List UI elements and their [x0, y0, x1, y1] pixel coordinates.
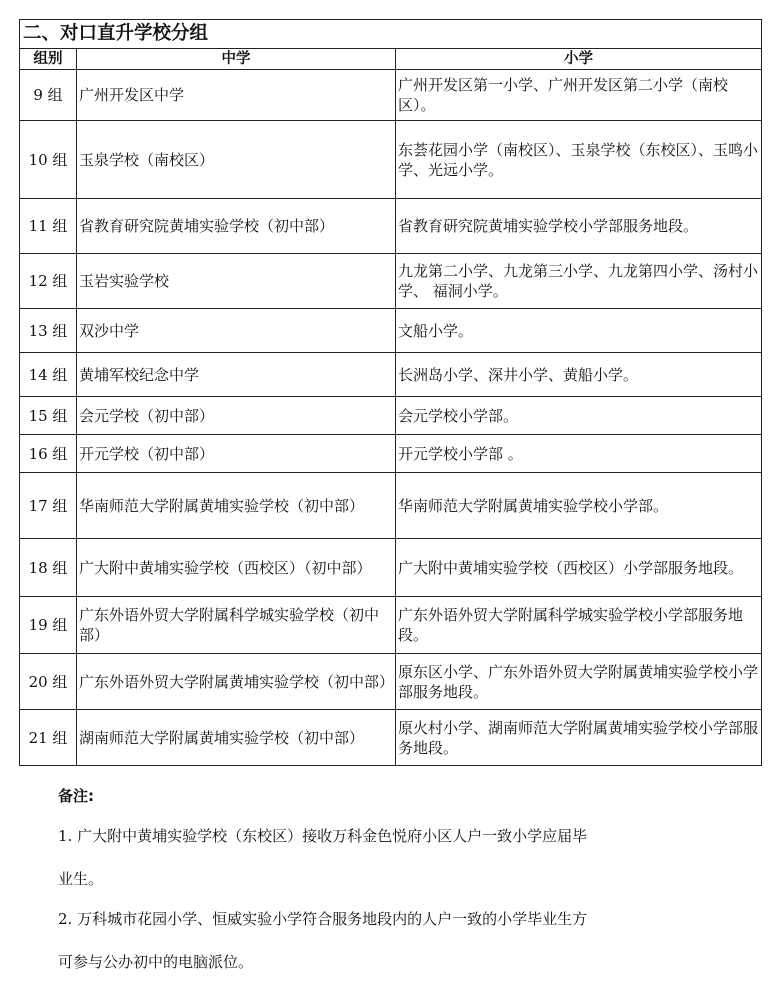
middle-school-cell: 华南师范大学附属黄埔实验学校（初中部）: [77, 473, 396, 539]
middle-school-cell: 玉岩实验学校: [77, 254, 396, 309]
middle-school-cell: 开元学校（初中部）: [77, 435, 396, 473]
primary-school-cell: 广大附中黄埔实验学校（西校区）小学部服务地段。: [396, 539, 762, 597]
table-row: [20, 397, 762, 435]
header-middle-school: 中学: [77, 49, 396, 70]
primary-school-cell: 九龙第二小学、九龙第三小学、九龙第四小学、汤村小学、 福洞小学。: [396, 254, 762, 309]
group-cell: 20 组: [20, 654, 77, 710]
group-cell: 21 组: [20, 710, 77, 766]
note-text-line: 2. 万科城市花园小学、恒威实验小学符合服务地段内的人户一致的小学毕业生方: [58, 910, 588, 928]
middle-school-cell: 广大附中黄埔实验学校（西校区）（初中部）: [77, 539, 396, 597]
primary-school-cell: 开元学校小学部 。: [396, 435, 762, 473]
table-row: [20, 121, 762, 199]
middle-school-cell: 广东外语外贸大学附属黄埔实验学校（初中部）: [77, 654, 396, 710]
school-grouping-table: [19, 19, 762, 766]
table-row: [20, 309, 762, 353]
note-text-line: 业生。: [58, 870, 104, 888]
middle-school-cell: 广州开发区中学: [77, 70, 396, 121]
group-cell: 14 组: [20, 353, 77, 397]
middle-school-cell: 湖南师范大学附属黄埔实验学校（初中部）: [77, 710, 396, 766]
primary-school-cell: 原火村小学、湖南师范大学附属黄埔实验学校小学部服务地段。: [396, 710, 762, 766]
table-row: [20, 710, 762, 766]
table-row: [20, 473, 762, 539]
note-text-line: 1. 广大附中黄埔实验学校（东校区）接收万科金色悦府小区人户一致小学应届毕: [58, 827, 588, 845]
middle-school-cell: 玉泉学校（南校区）: [77, 121, 396, 199]
group-cell: 17 组: [20, 473, 77, 539]
table-row: [20, 597, 762, 654]
group-cell: 18 组: [20, 539, 77, 597]
group-cell: 13 组: [20, 309, 77, 353]
section-title: 二、对口直升学校分组: [20, 20, 762, 49]
primary-school-cell: 东荟花园小学（南校区）、玉泉学校（东校区）、玉鸣小学、光远小学。: [396, 121, 762, 199]
table-row: [20, 70, 762, 121]
header-group: 组别: [20, 49, 77, 70]
notes-title: 备注:: [58, 787, 94, 805]
group-cell: 16 组: [20, 435, 77, 473]
group-cell: 19 组: [20, 597, 77, 654]
primary-school-cell: 华南师范大学附属黄埔实验学校小学部。: [396, 473, 762, 539]
primary-school-cell: 文船小学。: [396, 309, 762, 353]
middle-school-cell: 广东外语外贸大学附属科学城实验学校（初中部）: [77, 597, 396, 654]
table-row: [20, 353, 762, 397]
table-row: [20, 435, 762, 473]
group-cell: 10 组: [20, 121, 77, 199]
primary-school-cell: 广州开发区第一小学、广州开发区第二小学（南校区）。: [396, 70, 762, 121]
group-cell: 9 组: [20, 70, 77, 121]
note-item: [58, 909, 758, 972]
middle-school-cell: 会元学校（初中部）: [77, 397, 396, 435]
primary-school-cell: 省教育研究院黄埔实验学校小学部服务地段。: [396, 199, 762, 254]
notes-section: [58, 786, 758, 972]
table-row: [20, 254, 762, 309]
table-row: [20, 199, 762, 254]
primary-school-cell: 长洲岛小学、深井小学、黄船小学。: [396, 353, 762, 397]
group-cell: 12 组: [20, 254, 77, 309]
middle-school-cell: 黄埔军校纪念中学: [77, 353, 396, 397]
primary-school-cell: 广东外语外贸大学附属科学城实验学校小学部服务地段。: [396, 597, 762, 654]
primary-school-cell: 会元学校小学部。: [396, 397, 762, 435]
middle-school-cell: 省教育研究院黄埔实验学校（初中部）: [77, 199, 396, 254]
table-row: [20, 654, 762, 710]
group-cell: 11 组: [20, 199, 77, 254]
note-item: [58, 826, 758, 889]
primary-school-cell: 原东区小学、广东外语外贸大学附属黄埔实验学校小学部服务地段。: [396, 654, 762, 710]
table-row: [20, 539, 762, 597]
middle-school-cell: 双沙中学: [77, 309, 396, 353]
note-text-line: 可参与公办初中的电脑派位。: [58, 953, 254, 971]
header-primary-school: 小学: [396, 49, 762, 70]
group-cell: 15 组: [20, 397, 77, 435]
